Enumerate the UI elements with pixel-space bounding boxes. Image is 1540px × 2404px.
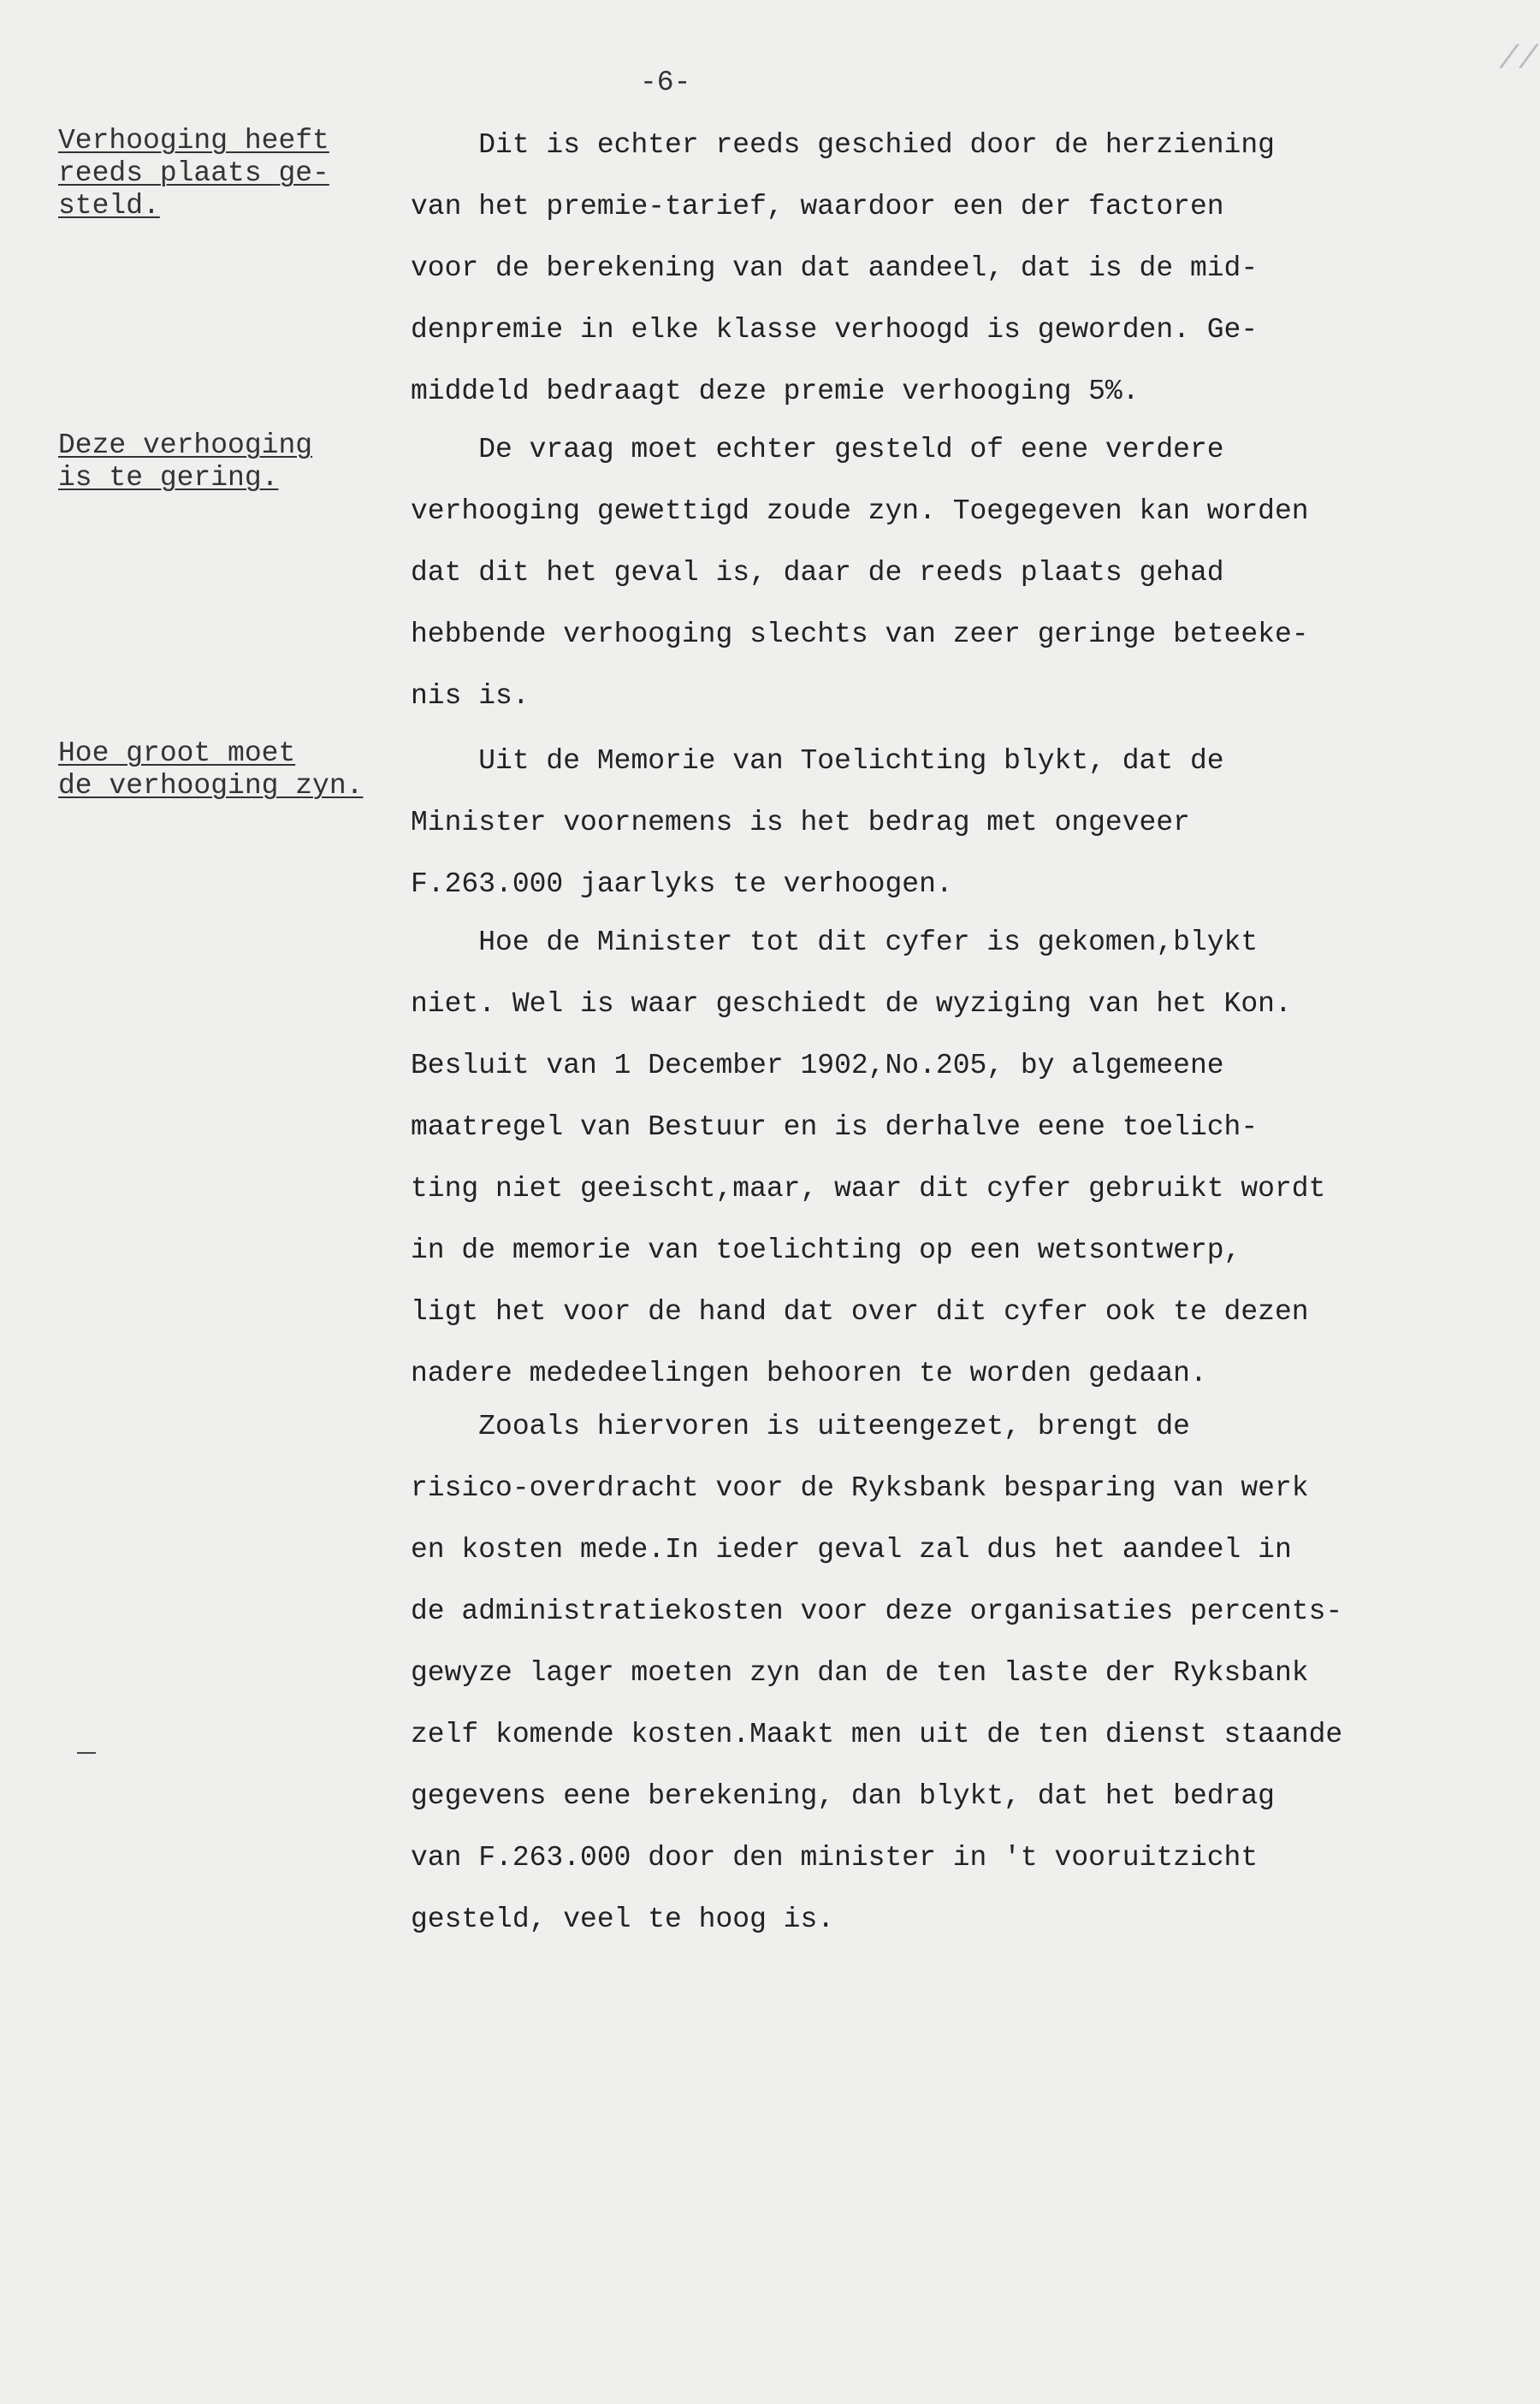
text-line: en kosten mede.In ieder geval zal dus het aandeel in (411, 1534, 1292, 1566)
paragraph-3 (411, 731, 1472, 915)
text-line: Hoe de Minister tot dit cyfer is gekomen,blykt (411, 927, 1259, 958)
margin-note-line: steld. (58, 190, 160, 222)
text-line: hebbende verhooging slechts van zeer geringe beteeke- (411, 619, 1309, 650)
text-line: niet. Wel is waar geschiedt de wyziging van het Kon. (411, 988, 1292, 1020)
text-line: F.263.000 jaarlyks te verhoogen. (411, 868, 953, 900)
paragraph-1 (411, 115, 1472, 423)
text-line: gewyze lager moeten zyn dan de ten laste der Ryksbank (411, 1657, 1309, 1689)
text-line: De vraag moet echter gesteld of eene verdere (411, 434, 1224, 465)
text-line: Uit de Memorie van Toelichting blykt, dat de (411, 745, 1224, 777)
margin-note-2 (58, 429, 312, 494)
text-line: in de memorie van toelichting op een wetsontwerp, (411, 1235, 1241, 1266)
margin-note-line: is te gering. (58, 462, 279, 494)
text-line: gegevens eene berekening, dan blykt, dat het bedrag (411, 1780, 1275, 1812)
text-line: Besluit van 1 December 1902,No.205, by algemeene (411, 1050, 1224, 1081)
stray-dash-mark (77, 1752, 96, 1754)
paragraph-5 (411, 1396, 1472, 1951)
text-line: risico-overdracht voor de Ryksbank besparing van werk (411, 1472, 1309, 1504)
margin-note-line: Verhooging heeft (58, 125, 329, 157)
margin-note-line: de verhooging zyn. (58, 770, 364, 802)
corner-mark: // (1499, 41, 1538, 78)
margin-note-line: reeds plaats ge- (58, 157, 329, 189)
text-line: voor de berekening van dat aandeel, dat is de mid- (411, 252, 1259, 284)
text-line: Minister voornemens is het bedrag met ongeveer (411, 807, 1190, 838)
text-line: zelf komende kosten.Maakt men uit de ten dienst staande (411, 1719, 1343, 1750)
text-line: ligt het voor de hand dat over dit cyfer ook te dezen (411, 1296, 1309, 1328)
margin-note-1 (58, 125, 329, 222)
text-line: ting niet geeischt,maar, waar dit cyfer gebruikt wordt (411, 1173, 1326, 1205)
text-line: denpremie in elke klasse verhoogd is geworden. Ge- (411, 314, 1259, 346)
text-line: Dit is echter reeds geschied door de herziening (411, 129, 1275, 161)
text-line: nis is. (411, 680, 530, 712)
paragraph-4 (411, 912, 1472, 1405)
text-line: Zooals hiervoren is uiteengezet, brengt de (411, 1411, 1190, 1442)
text-line: verhooging gewettigd zoude zyn. Toegegeven kan worden (411, 495, 1309, 527)
text-line: van het premie-tarief, waardoor een der factoren (411, 191, 1224, 222)
text-line: de administratiekosten voor deze organisaties percents- (411, 1596, 1343, 1627)
text-line: van F.263.000 door den minister in 't vooruitzicht (411, 1842, 1259, 1874)
margin-note-line: Hoe groot moet (58, 737, 296, 769)
text-line: middeld bedraagt deze premie verhooging 5%. (411, 376, 1140, 407)
margin-note-3 (58, 737, 363, 802)
paragraph-2 (411, 419, 1472, 727)
text-line: gesteld, veel te hoog is. (411, 1904, 835, 1935)
text-line: nadere mededeelingen behooren te worden gedaan. (411, 1358, 1207, 1389)
text-line: dat dit het geval is, daar de reeds plaats gehad (411, 557, 1224, 589)
margin-note-line: Deze verhooging (58, 429, 313, 461)
page-number: -6- (640, 67, 691, 98)
text-line: maatregel van Bestuur en is derhalve eene toelich- (411, 1111, 1259, 1143)
